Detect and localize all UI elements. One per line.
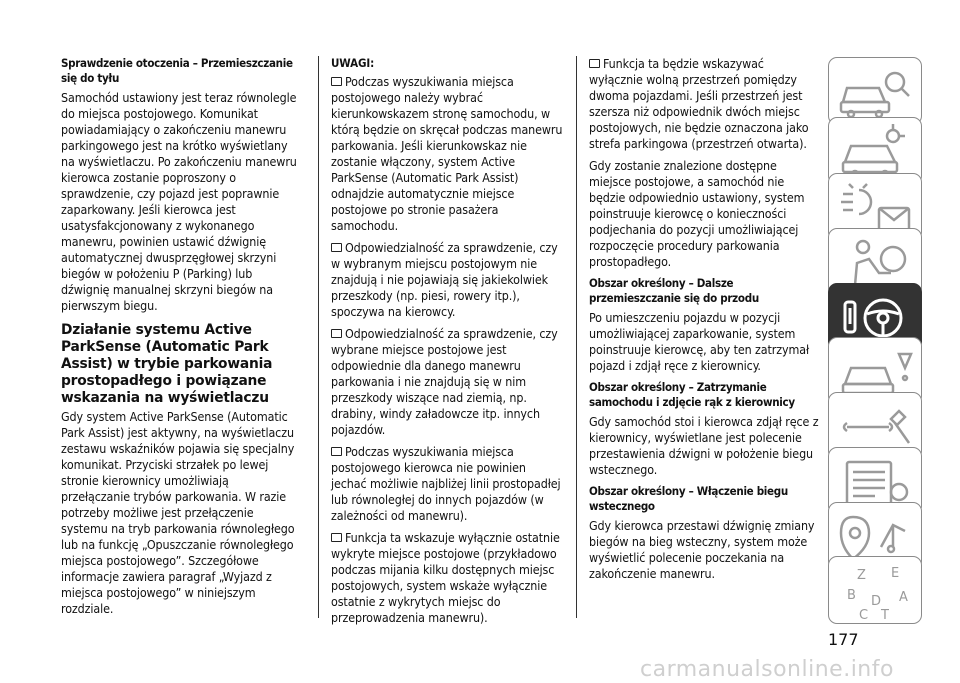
section-heading: Działanie systemu Active ParkSense (Automatic Park Assist) w trybie parkowania prostopadłego i powiązane wskazania na wyświetlaczu [61, 322, 273, 406]
note-bullet-icon [331, 447, 342, 456]
page-number: 177 [828, 630, 859, 649]
paragraph: Po umieszczeniu pojazdu w pozycji umożliwiającej zaparkowanie, system poinstruuje kierowcę, aby ten zatrzymał pojazd i zdjął ręce z kierownicy. [589, 310, 810, 373]
paragraph: Gdy kierowca przestawi dźwignię zmiany biegów na bieg wsteczny, system może wyświetlić polecenie poczekania na zakończenie manewru. [589, 518, 815, 581]
note-item: Odpowiedzialność za sprawdzenie, czy w wybranym miejscu postojowym nie znajdują i nie pojawiają się jakiekolwiek przeszkody (np. piesi, rowery itp.), spoczywa na kierowcy. [331, 240, 558, 319]
subheading-forward: Obszar określony – Dalsze przemieszczanie się do przodu [589, 276, 759, 305]
subheading-stop: Obszar określony – Zatrzymanie samochodu i zdjęcie rąk z kierownicy [589, 380, 795, 409]
column-divider [576, 56, 577, 618]
svg-text:Z: Z [857, 568, 866, 583]
note-item: Podczas wyszukiwania miejsca postojowego należy wybrać kierunkowskazem stronę samochodu, w którą będzie on skręcał podczas manewru parkowania. Jeśli kierunkowskaz nie zostanie włączony, system Active ParkSense (Automatic Park Assist) odnajdzie automatycznie miejsce postojowe po stronie pasażera samochodu. [331, 74, 563, 233]
tab-car-info[interactable] [828, 57, 922, 125]
column-3 [589, 56, 821, 588]
note-item: Funkcja ta wskazuje wyłącznie ostatnie wykryte miejsce postojowe (przykładowo podczas mijania kilku dostępnych miejsc postojowych, system wskaże wyłącznie ostatnie z wykrytych miejsc do przeprowadzenia manewru). [331, 530, 560, 625]
note-bullet-icon [331, 329, 342, 338]
note-bullet-icon [589, 59, 600, 68]
note-bullet-icon [331, 533, 342, 542]
paragraph: Gdy zostanie znalezione dostępne miejsce postojowe, a samochód nie będzie odpowiednio ustawiony, system poinstruuje kierowcę o konieczności podjechania do pozycji umożliwiającej rozpoczęcie procedury parkowania prostopadłego. [589, 158, 805, 269]
svg-text:A: A [899, 590, 908, 605]
paragraph: Gdy samochód stoi i kierowca zdjął ręce z kierownicy, wyświetlane jest polecenie przestawienia dźwigni w położenie biegu wstecznego. [589, 414, 819, 477]
column-2 [331, 56, 563, 632]
svg-text:B: B [847, 588, 856, 603]
watermark: carmanualsonline.info [640, 657, 894, 682]
svg-text:C: C [859, 608, 869, 623]
tab-index[interactable] [828, 556, 922, 624]
subheading-backward: Sprawdzenie otoczenia – Przemieszczanie się do tyłu [61, 56, 293, 85]
note-bullet-icon [331, 77, 342, 86]
note-item: Odpowiedzialność za sprawdzenie, czy wybrane miejsce postojowe jest odpowiednie dla danego manewru parkowania i nie znajdują się w nim przeszkody wiszące nad ziemią, np. drabiny, windy załadowcze itp. innych pojazdów. [331, 326, 558, 437]
subheading-reverse: Obszar określony – Włączenie biegu wstecznego [589, 484, 788, 513]
svg-text:E: E [891, 566, 900, 581]
paragraph: Gdy system Active ParkSense (Automatic Park Assist) jest aktywny, na wyświetlaczu zestawu wskaźników pojawia się specjalny komunikat. Przyciski strzałek po lewej stronie kierownicy umożliwiają przełączanie trybów parkowania. W razie potrzeby możliwe jest przełączenie systemu na tryb parkowania równoległego lub na funkcję „Opuszczanie równoległego miejsca postojowego”. Szczegółowe informacje zawiera paragraf „Wyjazd z miejsca postojowego” w niniejszym rozdziale. [61, 409, 295, 616]
column-1 [61, 56, 299, 623]
svg-text:D: D [871, 594, 882, 609]
note-bullet-icon [331, 243, 342, 252]
notes-title: UWAGI: [331, 56, 375, 70]
svg-text:T: T [881, 608, 889, 623]
note-item: Podczas wyszukiwania miejsca postojowego kierowca nie powinien jechać możliwie najbliżej linii prostopadłej lub równoległej do innych pojazdów (w zależności od manewru). [331, 444, 561, 523]
index-letters-icon [829, 557, 923, 625]
paragraph: Samochód ustawiony jest teraz równolegle do miejsca postojowego. Komunikat powiadamiający o zakończeniu manewru parkingowego jest na krótko wyświetlany na wyświetlaczu. Po zakończeniu manewru kierowca zostanie poproszony o sprawdzenie, czy pojazd jest poprawnie zaparkowany. Jeśli kierowca jest usatysfakcjonowany z wykonanego manewru, powinien ustawić dźwignię automatycznej dwusprzęgłowej skrzyni biegów w położeniu P (Parking) lub dźwignię manualnej skrzyni biegów na pierwszym biegu. [61, 90, 297, 313]
note-item: Funkcja ta będzie wskazywać wyłącznie wolną przestrzeń pomiędzy dwoma pojazdami. Jeśli przestrzeń jest szersza niż odpowiednik dwóch miejsc postojowych, nie będzie oznaczona jako strefa parkingowa (przestrzeń otwarta). [589, 56, 809, 151]
car-info-icon [829, 58, 923, 126]
column-divider [318, 56, 319, 618]
